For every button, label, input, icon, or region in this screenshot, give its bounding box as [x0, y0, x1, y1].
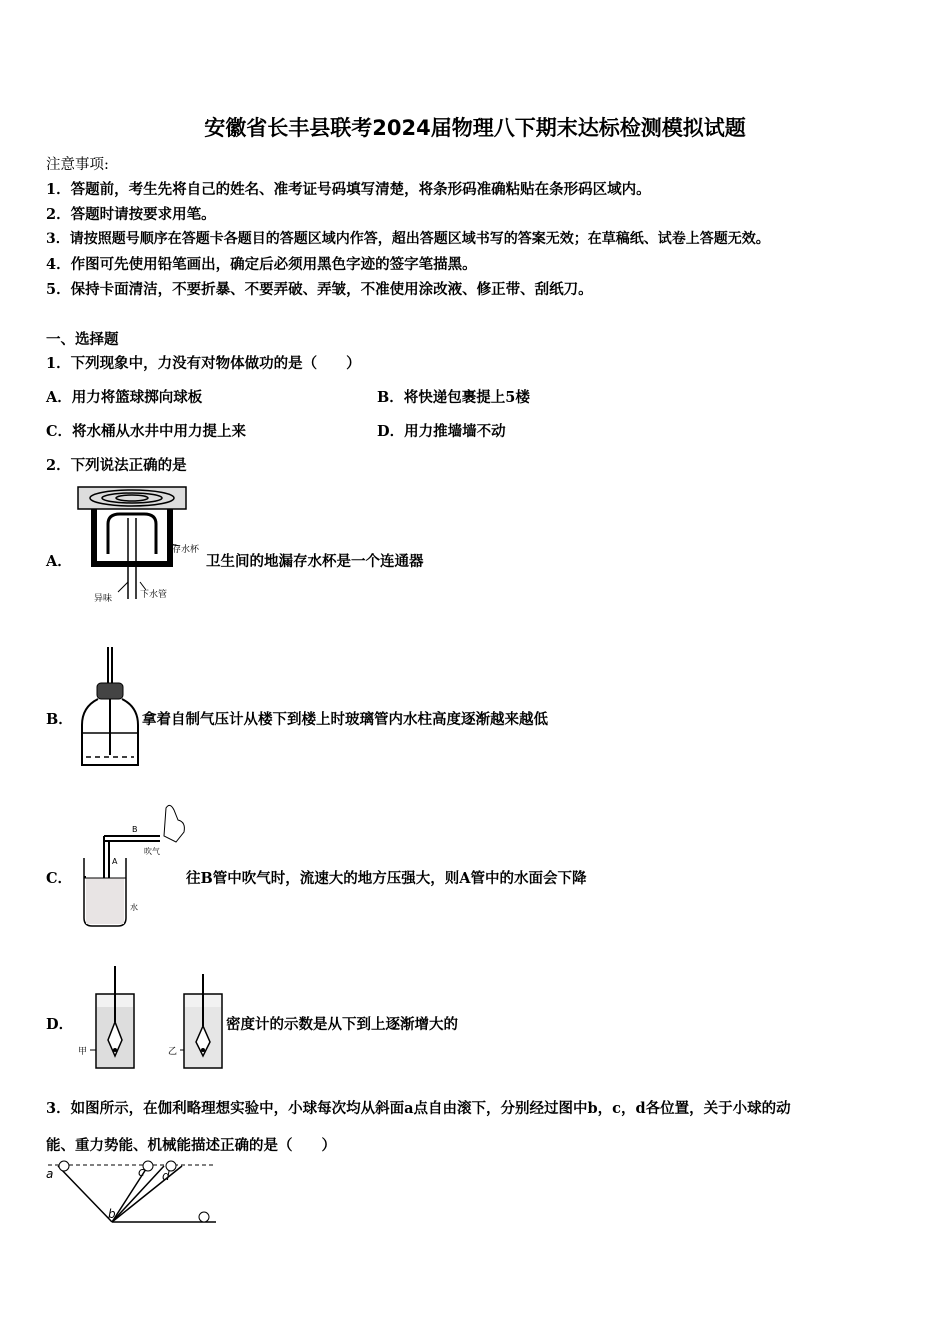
q1-option-c: C．将水桶从水井中用力提上来	[46, 423, 247, 440]
q2-option-b-label: B．	[46, 711, 73, 728]
question-3-line1: 3．如图所示，在伽利略理想实验中，小球每次均从斜面a点自由滚下，分别经过图中b，c，d各位置，关于小球的动	[46, 1100, 791, 1117]
page-title: 安徽省长丰县联考2024届物理八下期末达标检测模拟试题	[204, 116, 746, 140]
section-heading: 一、选择题	[46, 331, 119, 348]
question-1-stem: 1．下列现象中，力没有对物体做功的是（ ）	[46, 355, 361, 372]
q2-option-a-label: A．	[46, 553, 72, 570]
q1-option-d: D．用力推墙墙不动	[377, 423, 506, 440]
notice-item: 5．保持卡面清洁，不要折暴、不要弄破、弄皱，不准使用涂改液、修正带、刮纸刀。	[46, 281, 593, 298]
pipe-label: 下水管	[140, 590, 168, 600]
notice-item: 2．答题时请按要求用笔。	[46, 206, 216, 223]
yi-label: 乙	[168, 1047, 178, 1057]
odor-label: 异味	[94, 594, 113, 604]
water-label: 水	[130, 903, 138, 912]
floor-drain-diagram	[76, 484, 208, 604]
notice-item: 3．请按照题号顺序在答题卡各题目的答题区域内作答，超出答题区域书写的答案无效；在草稿纸、试卷上答题无效。	[46, 231, 770, 247]
notice-item: 1．答题前，考生先将自己的姓名、准考证号码填写清楚，将条形码准确粘贴在条形码区域内。	[46, 181, 651, 198]
point-d-label: d	[162, 1169, 170, 1183]
tube-b-label: B	[132, 825, 138, 834]
jia-label: 甲	[78, 1047, 88, 1057]
point-b-label: b	[108, 1207, 116, 1221]
q1-option-b: B．将快递包裹提上5楼	[377, 389, 530, 406]
galileo-incline-diagram	[44, 1158, 220, 1230]
q2-option-d-text: 密度计的示数是从下到上逐渐增大的	[226, 1016, 458, 1033]
question-3-line2: 能、重力势能、机械能描述正确的是（ ）	[46, 1137, 336, 1154]
blow-tube-diagram	[78, 800, 190, 930]
blow-label: 吹气	[144, 847, 160, 856]
q2-option-b-text: 拿着自制气压计从楼下到楼上时玻璃管内水柱高度逐渐越来越低	[142, 711, 548, 728]
point-a-label: a	[46, 1167, 54, 1181]
q1-option-a: A．用力将篮球掷向球板	[46, 389, 203, 406]
point-c-label: c	[138, 1165, 145, 1179]
notice-heading: 注意事项:	[46, 157, 109, 173]
cup-label: 存水杯	[172, 545, 200, 555]
q2-option-a-text: 卫生间的地漏存水杯是一个连通器	[206, 553, 424, 570]
q2-option-c-text: 往B管中吹气时，流速大的地方压强大，则A管中的水面会下降	[186, 870, 587, 887]
q2-option-c-label: C．	[46, 870, 73, 887]
notice-item: 4．作图可先使用铅笔画出，确定后必须用黑色字迹的签字笔描黑。	[46, 256, 477, 273]
barometer-bottle-diagram	[78, 645, 142, 769]
tube-a-label: A	[112, 857, 118, 866]
q2-option-d-label: D．	[46, 1016, 74, 1033]
question-2-stem: 2．下列说法正确的是	[46, 457, 187, 474]
hydrometer-diagram	[76, 962, 228, 1072]
